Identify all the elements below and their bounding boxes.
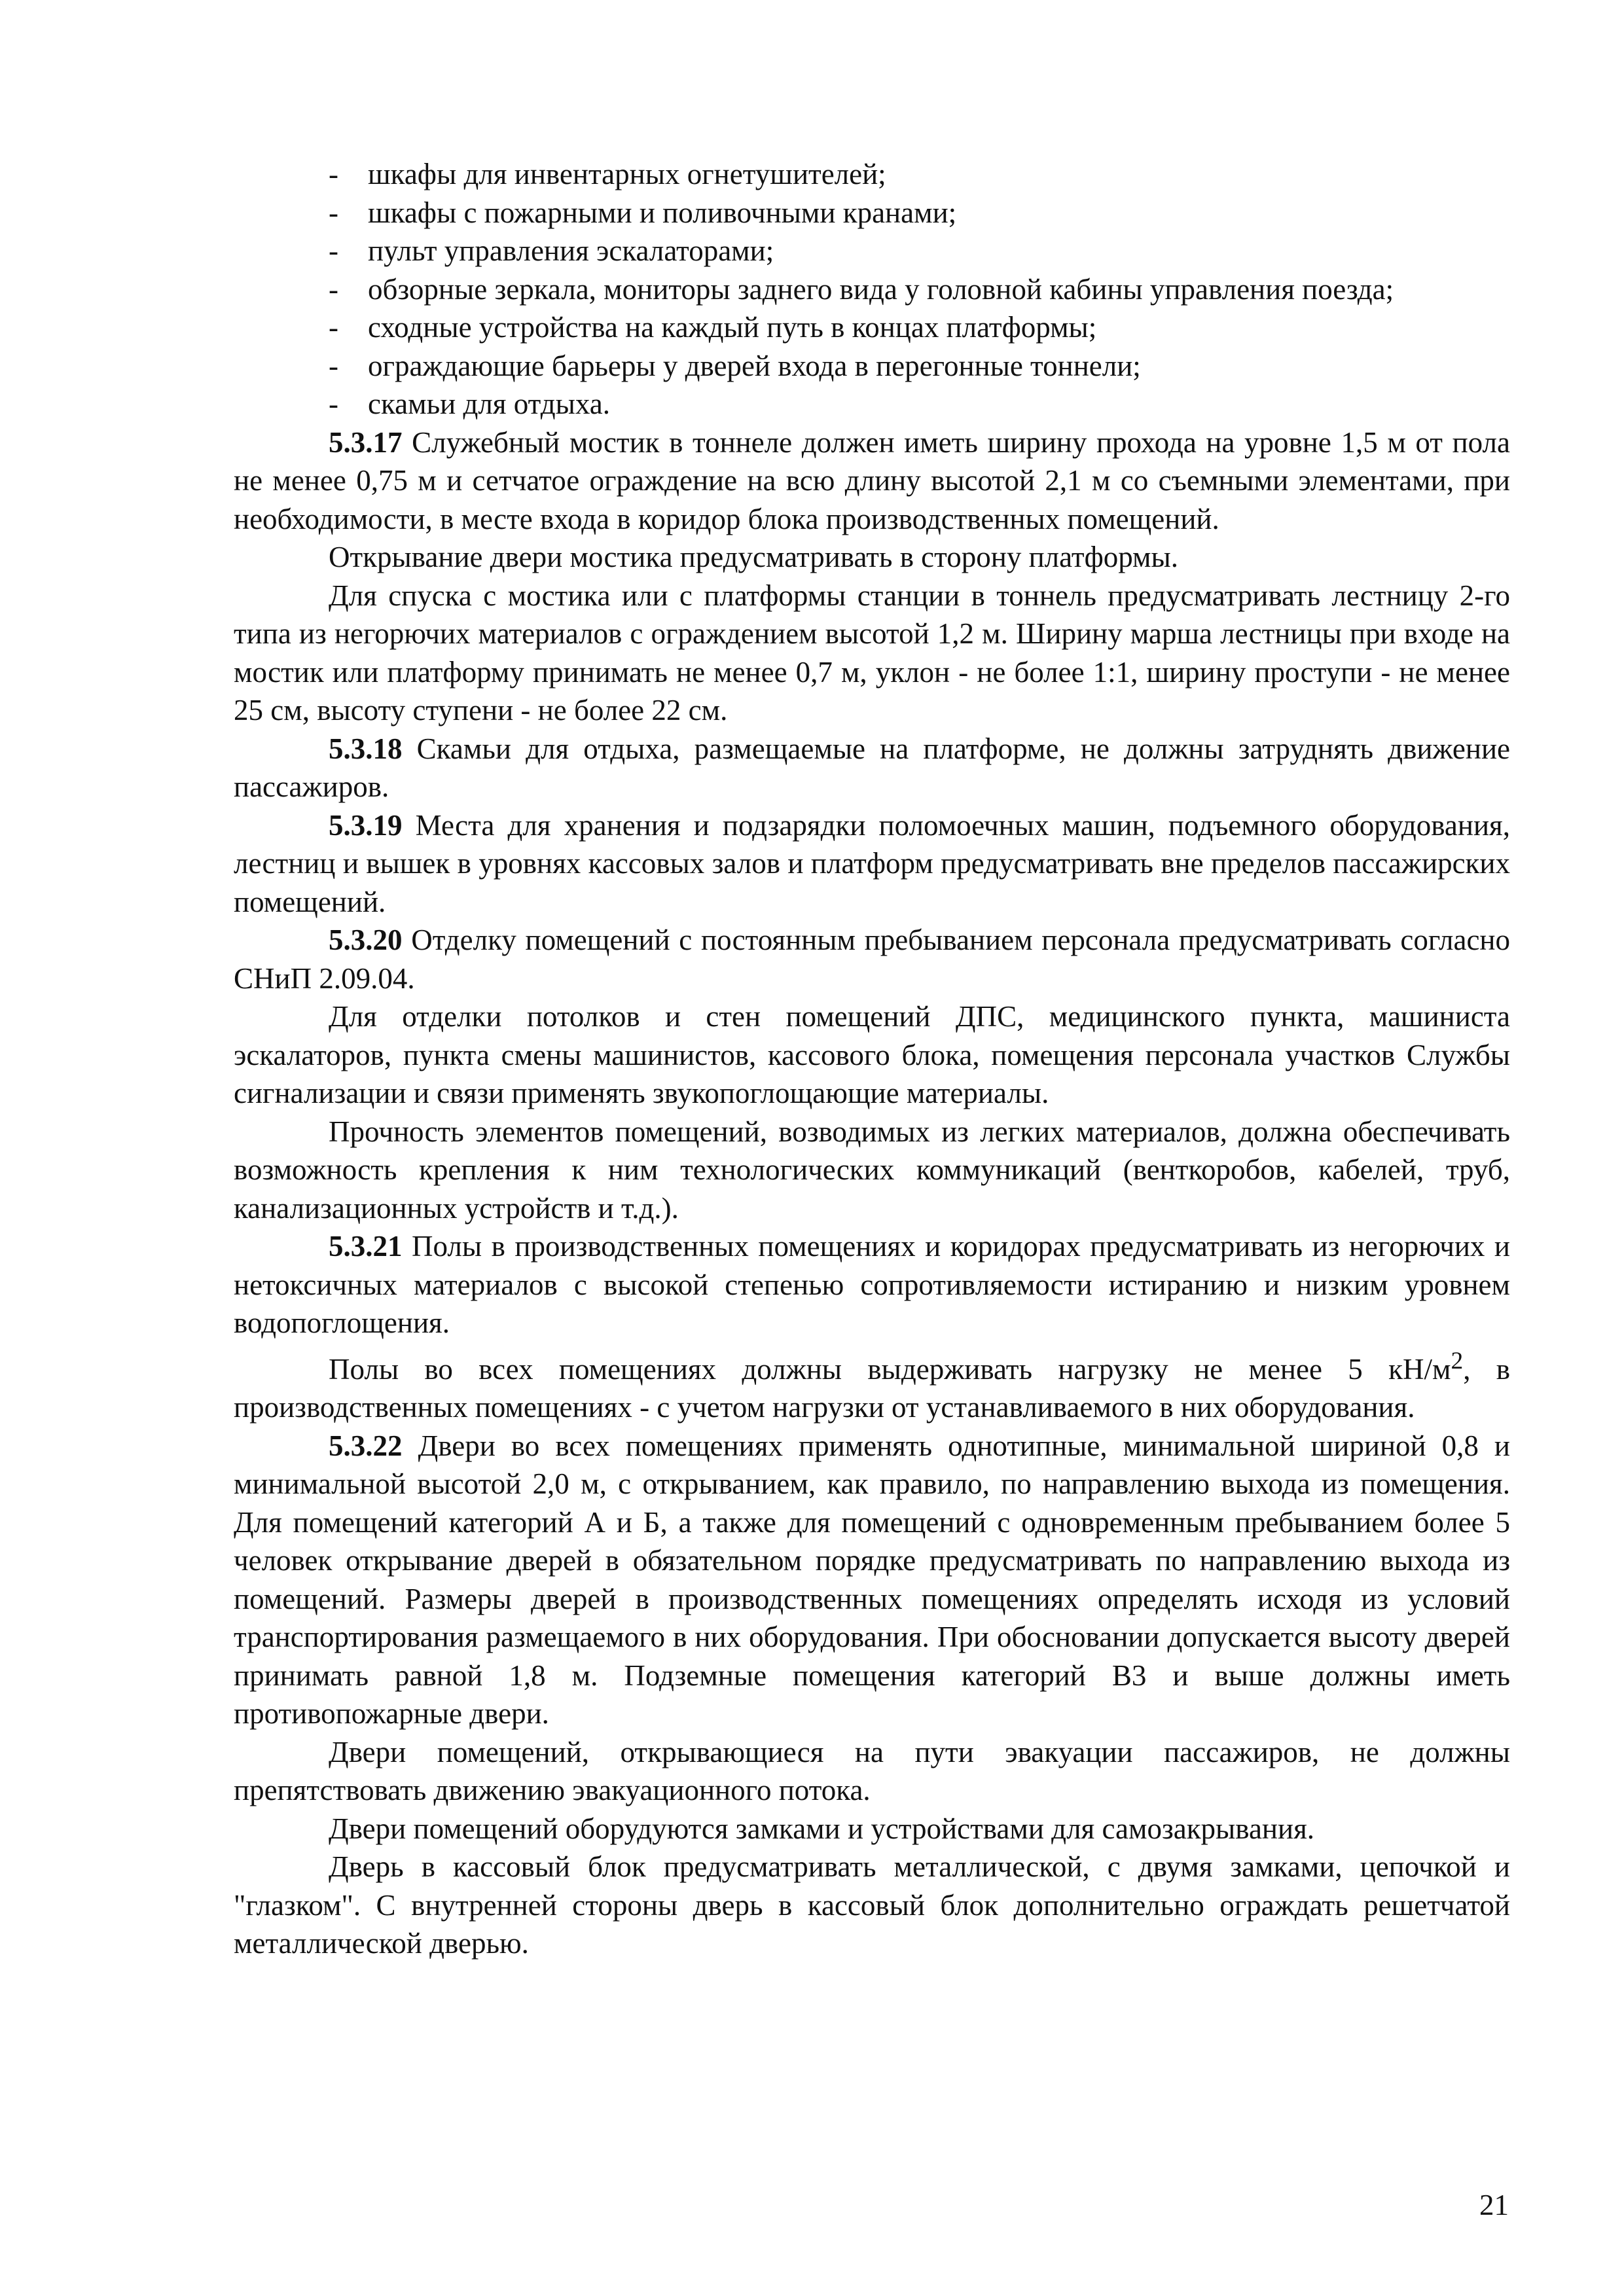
- clause-number: 5.3.22: [329, 1429, 403, 1462]
- list-item: - обзорные зеркала, мониторы заднего вида у головной кабины управления поезда;: [234, 270, 1510, 309]
- clause-number: 5.3.21: [329, 1230, 403, 1263]
- paragraph: [234, 1342, 1510, 1427]
- paragraph: Для спуска с мостика или с платформы станции в тоннель предусматривать лестницу 2-го типа из негорючих материалов с ограждением высотой 1,2 м. Ширину марша лестницы при входе на мостик или платформу принимать не менее 0,7 м, уклон - не более 1:1, ширину проступи - не менее 25 см, высоту ступени - не более 22 см.: [234, 579, 1510, 726]
- paragraph-text: Двери во всех помещениях применять однотипные, минимальной шириной 0,8 и минимальной высотой 2,0 м, с открыванием, как правило, по направлению выхода из помещения. Для помещений категорий А и Б, а также для помещений с одновременным пребыванием более 5 человек открывание дверей в обязательном порядке предусматривать по направлению выхода из помещений. Размеры дверей в производственных помещениях определять исходя из условий транспортирования размещаемого в них оборудования. При обосновании допускается высоту дверей принимать равной 1,8 м. Подземные помещения категорий В3 и выше должны иметь противопожарные двери.: [234, 1429, 1511, 1730]
- paragraph-text: Служебный мостик в тоннеле должен иметь ширину прохода на уровне 1,5 м от пола не менее 0,75 м и сетчатое ограждение на всю длину высотой 2,1 м со съемными элементами, при необходимости, в месте входа в коридор блока производственных помещений.: [234, 425, 1510, 535]
- paragraph: Дверь в кассовый блок предусматривать металлической, с двумя замками, цепочкой и "глазком". С внутренней стороны дверь в кассовый блок дополнительно ограждать решетчатой металлической дверью.: [234, 1850, 1510, 1960]
- paragraph: [234, 423, 1510, 539]
- paragraph-text: Отделку помещений с постоянным пребыванием персонала предусматривать согласно СНиП 2.09.04.: [234, 924, 1511, 995]
- superscript: 2: [1451, 1347, 1464, 1374]
- list-item: - сходные устройства на каждый путь в концах платформы;: [234, 308, 1510, 347]
- paragraph: Двери помещений оборудуются замками и устройствами для самозакрывания.: [329, 1812, 1315, 1845]
- paragraph-text: , в производственных помещениях - с учетом нагрузки от устанавливаемого в них оборудования.: [234, 1352, 1511, 1424]
- list-item: - пульт управления эскалаторами;: [234, 232, 1510, 270]
- page-number: 21: [1479, 2189, 1509, 2221]
- paragraph: Двери помещений, открывающиеся на пути эвакуации пассажиров, не должны препятствовать движению эвакуационного потока.: [234, 1735, 1510, 1806]
- paragraph: Прочность элементов помещений, возводимых из легких материалов, должна обеспечивать возможность крепления к ним технологических коммуникаций (венткоробов, кабелей, труб, канализационных устройств и т.д.).: [234, 1115, 1510, 1225]
- clause-number: 5.3.20: [329, 924, 403, 956]
- paragraph: [234, 806, 1510, 922]
- page-content: [234, 155, 1510, 1963]
- paragraph-text: Полы в производственных помещениях и коридорах предусматривать из негорючих и нетоксичных материалов с высокой степенью сопротивляемости истиранию и низким уровнем водопоглощения.: [234, 1230, 1511, 1339]
- paragraph-text: Скамьи для отдыха, размещаемые на платформе, не должны затруднять движение пассажиров.: [234, 732, 1511, 803]
- clause-number: 5.3.17: [329, 425, 403, 459]
- list-item: - ограждающие барьеры у дверей входа в перегонные тоннели;: [234, 347, 1510, 386]
- clause-number: 5.3.18: [329, 732, 403, 765]
- clause-number: 5.3.19: [329, 808, 403, 842]
- list-item: - шкафы с пожарными и поливочными кранами;: [234, 194, 1510, 232]
- list-item: - шкафы для инвентарных огнетушителей;: [234, 155, 1510, 194]
- paragraph: Для отделки потолков и стен помещений ДПС, медицинского пункта, машиниста эскалаторов, пункта смены машинистов, кассового блока, помещения персонала участков Службы сигнализации и связи применять звукопоглощающие материалы.: [234, 1000, 1510, 1109]
- paragraph-text: Полы во всех помещениях должны выдерживать нагрузку не менее 5 кН/м: [329, 1352, 1451, 1386]
- paragraph-text: Места для хранения и подзарядки поломоечных машин, подъемного оборудования, лестниц и вышек в уровнях кассовых залов и платформ предусматривать вне пределов пассажирских помещений.: [234, 808, 1510, 918]
- paragraph: [234, 730, 1510, 806]
- paragraph: [234, 1227, 1510, 1342]
- equipment-list: [234, 155, 1510, 423]
- paragraph: Открывание двери мостика предусматривать в сторону платформы.: [329, 541, 1179, 573]
- paragraph: [234, 1427, 1510, 1733]
- paragraph: [234, 921, 1510, 997]
- list-item: - скамьи для отдыха.: [234, 385, 1510, 423]
